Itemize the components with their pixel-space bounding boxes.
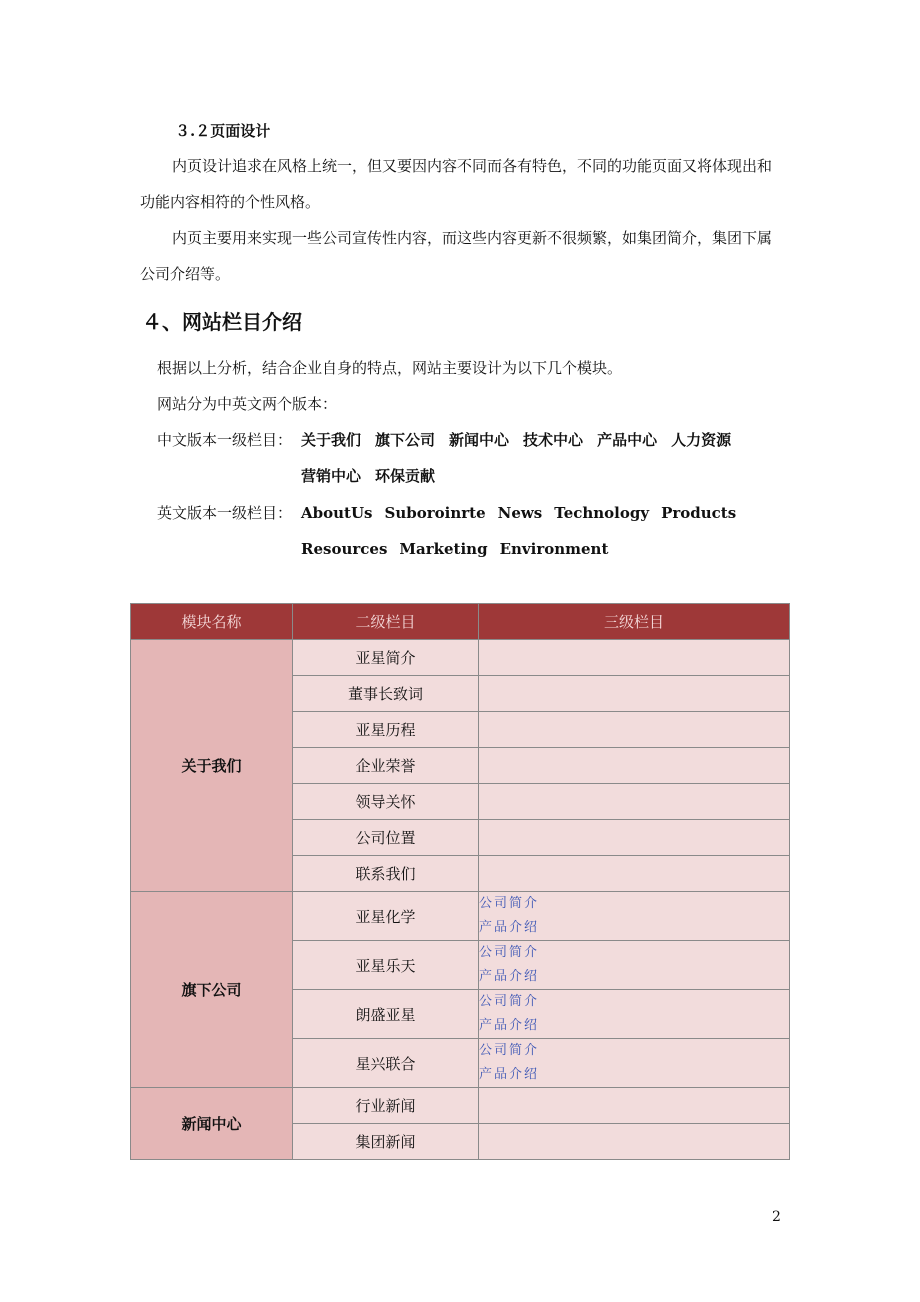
table-header-row bbox=[131, 604, 790, 640]
second-level-cell: 亚星乐天 bbox=[293, 941, 479, 990]
third-level-cell bbox=[479, 1124, 790, 1160]
second-level-cell: 集团新闻 bbox=[293, 1124, 479, 1160]
cn-nav-item: 产品中心 bbox=[597, 431, 658, 449]
third-level-cell bbox=[479, 748, 790, 784]
cn-nav-item: 环保贡献 bbox=[375, 467, 436, 485]
en-nav-items bbox=[301, 495, 781, 567]
company-profile-link[interactable]: 公司简介 bbox=[479, 994, 540, 1009]
section-4-title: ４、网站栏目介绍 bbox=[142, 310, 302, 334]
versions-line: 网站分为中英文两个版本： bbox=[157, 395, 338, 413]
third-level-cell bbox=[479, 820, 790, 856]
third-level-cell bbox=[479, 640, 790, 676]
second-level-cell: 亚星历程 bbox=[293, 712, 479, 748]
second-level-cell: 亚星简介 bbox=[293, 640, 479, 676]
second-level-cell: 行业新闻 bbox=[293, 1088, 479, 1124]
third-level-cell bbox=[479, 1088, 790, 1124]
module-table bbox=[130, 603, 790, 1160]
en-nav-item: Marketing bbox=[399, 540, 488, 558]
cn-nav-item: 旗下公司 bbox=[375, 431, 436, 449]
cn-nav-item: 营销中心 bbox=[301, 467, 362, 485]
second-level-cell: 联系我们 bbox=[293, 856, 479, 892]
product-intro-link[interactable]: 产品介绍 bbox=[479, 969, 540, 984]
third-level-cell bbox=[479, 676, 790, 712]
second-level-cell: 亚星化学 bbox=[293, 892, 479, 941]
module-cell-news: 新闻中心 bbox=[131, 1088, 293, 1160]
table-row bbox=[131, 892, 790, 941]
paragraph-1: 内页设计追求在风格上统一，但又要因内容不同而各有特色，不同的功能页面又将体现出和功能内容相符的个性风格。 bbox=[140, 157, 773, 211]
cn-nav-item: 关于我们 bbox=[301, 431, 362, 449]
paragraph-2: 内页主要用来实现一些公司宣传性内容，而这些内容更新不很频繁，如集团简介，集团下属公司介绍等。 bbox=[140, 229, 773, 283]
en-nav-item: Technology bbox=[554, 504, 650, 522]
third-level-cell bbox=[479, 1039, 790, 1088]
cn-nav-item: 人力资源 bbox=[671, 431, 732, 449]
en-nav-item: News bbox=[497, 504, 543, 522]
module-cell-subsidiaries: 旗下公司 bbox=[131, 892, 293, 1088]
header-third-level: 三级栏目 bbox=[479, 604, 790, 640]
third-level-cell bbox=[479, 990, 790, 1039]
intro-line: 根据以上分析，结合企业自身的特点，网站主要设计为以下几个模块。 bbox=[157, 359, 623, 377]
third-level-cell bbox=[479, 712, 790, 748]
cn-nav-label: 中文版本一级栏目： bbox=[157, 431, 293, 449]
table-row bbox=[131, 1088, 790, 1124]
second-level-cell: 董事长致词 bbox=[293, 676, 479, 712]
third-level-cell bbox=[479, 856, 790, 892]
product-intro-link[interactable]: 产品介绍 bbox=[479, 1067, 540, 1082]
company-profile-link[interactable]: 公司简介 bbox=[479, 1043, 540, 1058]
table-row bbox=[131, 640, 790, 676]
cn-nav-items bbox=[301, 422, 781, 494]
cn-nav-item: 新闻中心 bbox=[449, 431, 510, 449]
en-nav-label: 英文版本一级栏目： bbox=[157, 504, 293, 522]
en-nav-item: Suboroinrte bbox=[384, 504, 486, 522]
en-nav-item: AboutUs bbox=[301, 504, 373, 522]
page-number: 2 bbox=[772, 1209, 781, 1225]
en-nav-item: Environment bbox=[499, 540, 609, 558]
third-level-cell bbox=[479, 892, 790, 941]
en-nav-item: Products bbox=[661, 504, 737, 522]
company-profile-link[interactable]: 公司简介 bbox=[479, 896, 540, 911]
company-profile-link[interactable]: 公司简介 bbox=[479, 945, 540, 960]
second-level-cell: 企业荣誉 bbox=[293, 748, 479, 784]
en-nav-item: Resources bbox=[301, 540, 388, 558]
second-level-cell: 公司位置 bbox=[293, 820, 479, 856]
cn-nav-item: 技术中心 bbox=[523, 431, 584, 449]
product-intro-link[interactable]: 产品介绍 bbox=[479, 920, 540, 935]
second-level-cell: 星兴联合 bbox=[293, 1039, 479, 1088]
header-module: 模块名称 bbox=[131, 604, 293, 640]
header-second-level: 二级栏目 bbox=[293, 604, 479, 640]
second-level-cell: 朗盛亚星 bbox=[293, 990, 479, 1039]
module-cell-about: 关于我们 bbox=[131, 640, 293, 892]
second-level-cell: 领导关怀 bbox=[293, 784, 479, 820]
third-level-cell bbox=[479, 941, 790, 990]
section-3-2-title: ３.２页面设计 bbox=[175, 122, 271, 140]
third-level-cell bbox=[479, 784, 790, 820]
product-intro-link[interactable]: 产品介绍 bbox=[479, 1018, 540, 1033]
